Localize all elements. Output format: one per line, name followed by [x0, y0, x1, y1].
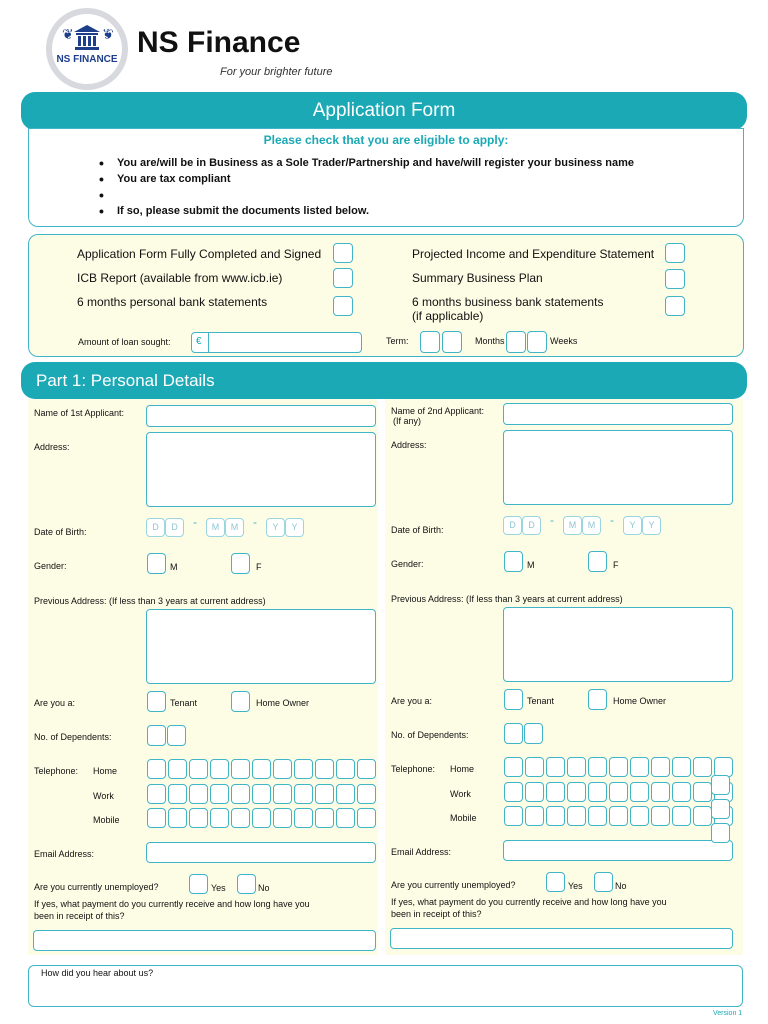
phone-digit[interactable] [546, 782, 565, 802]
phone-digit[interactable] [273, 784, 292, 804]
phone-digit[interactable] [252, 784, 271, 804]
tenant-label: Tenant [170, 698, 198, 708]
dob-digit[interactable]: M [563, 516, 582, 535]
applicant-name-note: (If any) [393, 416, 422, 426]
laurel-icon: ❦ [62, 26, 74, 42]
phone-digit[interactable] [711, 775, 730, 795]
phone-digit[interactable] [693, 806, 712, 826]
payment-question: If yes, what payment do you currently receive and how long have you [34, 899, 310, 909]
gender-female-label: F [613, 560, 619, 570]
dob-digit[interactable]: D [503, 516, 522, 535]
tenant-checkbox[interactable] [504, 689, 523, 710]
phone-digit[interactable] [210, 759, 229, 779]
phone-digit[interactable] [189, 784, 208, 804]
dob-separator: - [610, 513, 614, 527]
bullet-item: • You are tax compliant [99, 171, 634, 187]
phone-digit[interactable] [273, 759, 292, 779]
telephone-label: Telephone: [391, 764, 436, 774]
telephone-label: Telephone: [34, 766, 79, 776]
doc-label: ICB Report (available from www.icb.ie) [77, 271, 283, 285]
unemployed-label: Are you currently unemployed? [391, 880, 516, 890]
phone-digit[interactable] [525, 782, 544, 802]
phone-digit[interactable] [567, 806, 586, 826]
logo-text: NS FINANCE [56, 54, 118, 65]
phone-digit[interactable] [147, 784, 166, 804]
unemployed-no-checkbox[interactable] [237, 874, 256, 894]
eligibility-list [99, 155, 634, 219]
phone-digit[interactable] [210, 808, 229, 828]
phone-home-label: Home [450, 764, 475, 774]
dependents-digit[interactable] [524, 723, 543, 744]
tenant-label: Tenant [527, 696, 555, 706]
gender-male-label: M [170, 562, 178, 572]
doc-checkbox[interactable] [333, 268, 353, 288]
unemployed-no-checkbox[interactable] [594, 872, 613, 892]
payment-question-2: been in receipt of this? [391, 909, 482, 919]
dependents-digit[interactable] [167, 725, 186, 746]
applicant-name-label: Name of 2nd Applicant: [391, 406, 485, 416]
email-label: Email Address: [34, 849, 95, 859]
applicant-name-input[interactable] [503, 403, 733, 425]
dependents-label: No. of Dependents: [391, 730, 469, 740]
gender-male-checkbox[interactable] [504, 551, 523, 572]
phone-digit[interactable] [609, 757, 628, 777]
phone-digit[interactable] [147, 759, 166, 779]
bullet-item: • You are/will be in Business as a Sole Trader/Partnership and have/will register your business name [99, 155, 634, 171]
version-label: Version 1 [713, 1010, 743, 1017]
address-input[interactable] [503, 430, 733, 505]
doc-label-note: (if applicable) [412, 309, 484, 323]
unemployed-yes-checkbox[interactable] [546, 872, 565, 892]
phone-digit[interactable] [672, 782, 691, 802]
phone-digit[interactable] [294, 808, 313, 828]
phone-digit[interactable] [315, 759, 334, 779]
phone-digit[interactable] [231, 808, 250, 828]
phone-digit[interactable] [711, 799, 730, 819]
phone-digit[interactable] [168, 784, 187, 804]
phone-digit[interactable] [525, 757, 544, 777]
form-title-bar [21, 92, 747, 130]
phone-digit[interactable] [273, 808, 292, 828]
phone-digit[interactable] [168, 808, 187, 828]
phone-digit[interactable] [693, 782, 712, 802]
loan-label: Amount of loan sought: [78, 337, 171, 347]
payment-question: If yes, what payment do you currently receive and how long have you [391, 897, 667, 907]
weeks-digit[interactable] [506, 331, 526, 353]
phone-digit[interactable] [294, 784, 313, 804]
email-input[interactable] [146, 842, 376, 863]
phone-home-label: Home [93, 766, 118, 776]
dob-label: Date of Birth: [391, 525, 444, 535]
doc-checkbox[interactable] [665, 296, 685, 316]
previous-address-label: Previous Address: (If less than 3 years at current address) [34, 596, 266, 606]
home-owner-label: Home Owner [613, 696, 667, 706]
term-digit[interactable] [420, 331, 440, 353]
phone-digit[interactable] [504, 757, 523, 777]
phone-digit[interactable] [651, 757, 670, 777]
phone-digit[interactable] [252, 808, 271, 828]
phone-digit[interactable] [189, 759, 208, 779]
are-you-label: Are you a: [391, 696, 433, 706]
doc-label: Projected Income and Expenditure Statement [412, 247, 655, 261]
unemployed-no-label: No [258, 883, 270, 893]
home-owner-checkbox[interactable] [588, 689, 607, 710]
previous-address-input[interactable] [146, 609, 376, 684]
dob-digit[interactable]: M [225, 518, 244, 537]
dob-separator: - [193, 515, 197, 529]
dob-digit[interactable]: Y [266, 518, 285, 537]
unemployed-label: Are you currently unemployed? [34, 882, 159, 892]
phone-digit[interactable] [609, 806, 628, 826]
doc-label: Summary Business Plan [412, 271, 543, 285]
phone-digit[interactable] [336, 784, 355, 804]
dob-digit[interactable]: Y [285, 518, 304, 537]
laurel-icon-right: ❦ [102, 26, 114, 42]
phone-digit[interactable] [336, 808, 355, 828]
phone-digit[interactable] [357, 784, 376, 804]
dob-digit[interactable]: D [165, 518, 184, 537]
doc-checkbox[interactable] [665, 269, 685, 289]
documents-panel [28, 234, 744, 357]
dependents-digit[interactable] [147, 725, 166, 746]
gender-female-label: F [256, 562, 262, 572]
address-label: Address: [34, 442, 70, 452]
phone-digit[interactable] [609, 782, 628, 802]
payment-input[interactable] [33, 930, 376, 951]
phone-digit[interactable] [504, 806, 523, 826]
phone-work-label: Work [450, 789, 471, 799]
phone-digit[interactable] [630, 757, 649, 777]
phone-digit[interactable] [357, 759, 376, 779]
phone-digit[interactable] [651, 782, 670, 802]
eligibility-panel [28, 128, 744, 227]
doc-label: 6 months business bank statements [412, 295, 604, 309]
phone-digit[interactable] [567, 757, 586, 777]
home-owner-label: Home Owner [256, 698, 310, 708]
dob-label: Date of Birth: [34, 527, 87, 537]
bullet-item [99, 187, 634, 203]
dob-digit[interactable]: D [522, 516, 541, 535]
unemployed-yes-label: Yes [211, 883, 226, 893]
phone-digit[interactable] [714, 757, 733, 777]
home-owner-checkbox[interactable] [231, 691, 250, 712]
phone-digit[interactable] [546, 806, 565, 826]
gender-male-checkbox[interactable] [147, 553, 166, 574]
term-digit[interactable] [442, 331, 462, 353]
unemployed-yes-label: Yes [568, 881, 583, 891]
loan-amount-input[interactable] [191, 332, 362, 353]
phone-digit[interactable] [231, 759, 250, 779]
part1-title: Part 1: Personal Details [36, 371, 215, 390]
applicant-name-input[interactable] [146, 405, 376, 427]
phone-digit[interactable] [588, 806, 607, 826]
phone-digit[interactable] [546, 757, 565, 777]
phone-work-label: Work [93, 791, 114, 801]
phone-digit[interactable] [294, 759, 313, 779]
phone-digit[interactable] [168, 759, 187, 779]
gender-label: Gender: [34, 561, 67, 571]
dob-digit[interactable]: D [146, 518, 165, 537]
phone-digit[interactable] [189, 808, 208, 828]
phone-digit[interactable] [210, 784, 229, 804]
email-input[interactable] [503, 840, 733, 861]
hear-about-label: How did you hear about us? [41, 968, 154, 978]
dob-digit[interactable]: M [206, 518, 225, 537]
phone-digit[interactable] [147, 808, 166, 828]
phone-digit[interactable] [588, 757, 607, 777]
phone-digit[interactable] [630, 806, 649, 826]
phone-digit[interactable] [231, 784, 250, 804]
months-label: Months [475, 336, 505, 346]
phone-digit[interactable] [525, 806, 544, 826]
applicant-name-label: Name of 1st Applicant: [34, 408, 125, 418]
previous-address-input[interactable] [503, 607, 733, 682]
email-label: Email Address: [391, 847, 452, 857]
phone-digit[interactable] [315, 808, 334, 828]
gender-female-checkbox[interactable] [231, 553, 250, 574]
doc-label: 6 months personal bank statements [77, 295, 268, 309]
gender-female-checkbox[interactable] [588, 551, 607, 572]
payment-input[interactable] [390, 928, 733, 949]
phone-digit[interactable] [315, 784, 334, 804]
dob-digit[interactable]: Y [623, 516, 642, 535]
doc-checkbox[interactable] [333, 296, 353, 316]
address-label: Address: [391, 440, 427, 450]
phone-digit[interactable] [693, 757, 712, 777]
address-input[interactable] [146, 432, 376, 507]
term-label: Term: [386, 336, 409, 346]
phone-digit[interactable] [504, 782, 523, 802]
payment-question-2: been in receipt of this? [34, 911, 125, 921]
brand-name: NS Finance [137, 26, 301, 59]
brand-tagline: For your brighter future [220, 66, 333, 78]
phone-digit[interactable] [567, 782, 586, 802]
tenant-checkbox[interactable] [147, 691, 166, 712]
weeks-digit[interactable] [527, 331, 547, 353]
phone-digit[interactable] [588, 782, 607, 802]
dob-digit[interactable]: Y [642, 516, 661, 535]
dependents-digit[interactable] [504, 723, 523, 744]
are-you-label: Are you a: [34, 698, 76, 708]
unemployed-no-label: No [615, 881, 627, 891]
phone-mobile-label: Mobile [93, 815, 120, 825]
phone-digit[interactable] [252, 759, 271, 779]
eligibility-heading: Please check that you are eligible to apply: [263, 133, 509, 147]
bullet-item: • If so, please submit the documents listed below. [99, 203, 634, 219]
phone-digit[interactable] [630, 782, 649, 802]
building-icon [73, 24, 101, 50]
gender-label: Gender: [391, 559, 424, 569]
doc-checkbox[interactable] [665, 243, 685, 263]
dob-separator: - [550, 513, 554, 527]
weeks-label: Weeks [550, 336, 578, 346]
dependents-label: No. of Dependents: [34, 732, 112, 742]
phone-digit[interactable] [672, 806, 691, 826]
phone-mobile-label: Mobile [450, 813, 477, 823]
doc-checkbox[interactable] [333, 243, 353, 263]
phone-digit[interactable] [651, 806, 670, 826]
unemployed-yes-checkbox[interactable] [189, 874, 208, 894]
gender-male-label: M [527, 560, 535, 570]
previous-address-label: Previous Address: (If less than 3 years at current address) [391, 594, 623, 604]
hear-about-field[interactable] [28, 965, 743, 1007]
euro-icon: € [196, 336, 202, 347]
part1-title-bar [21, 362, 747, 399]
logo [46, 8, 128, 90]
phone-digit[interactable] [336, 759, 355, 779]
phone-digit[interactable] [357, 808, 376, 828]
phone-digit[interactable] [711, 823, 730, 843]
form-title: Application Form [312, 100, 456, 121]
doc-label: Application Form Fully Completed and Signed [77, 247, 322, 261]
dob-separator: - [253, 515, 257, 529]
dob-digit[interactable]: M [582, 516, 601, 535]
phone-digit[interactable] [672, 757, 691, 777]
